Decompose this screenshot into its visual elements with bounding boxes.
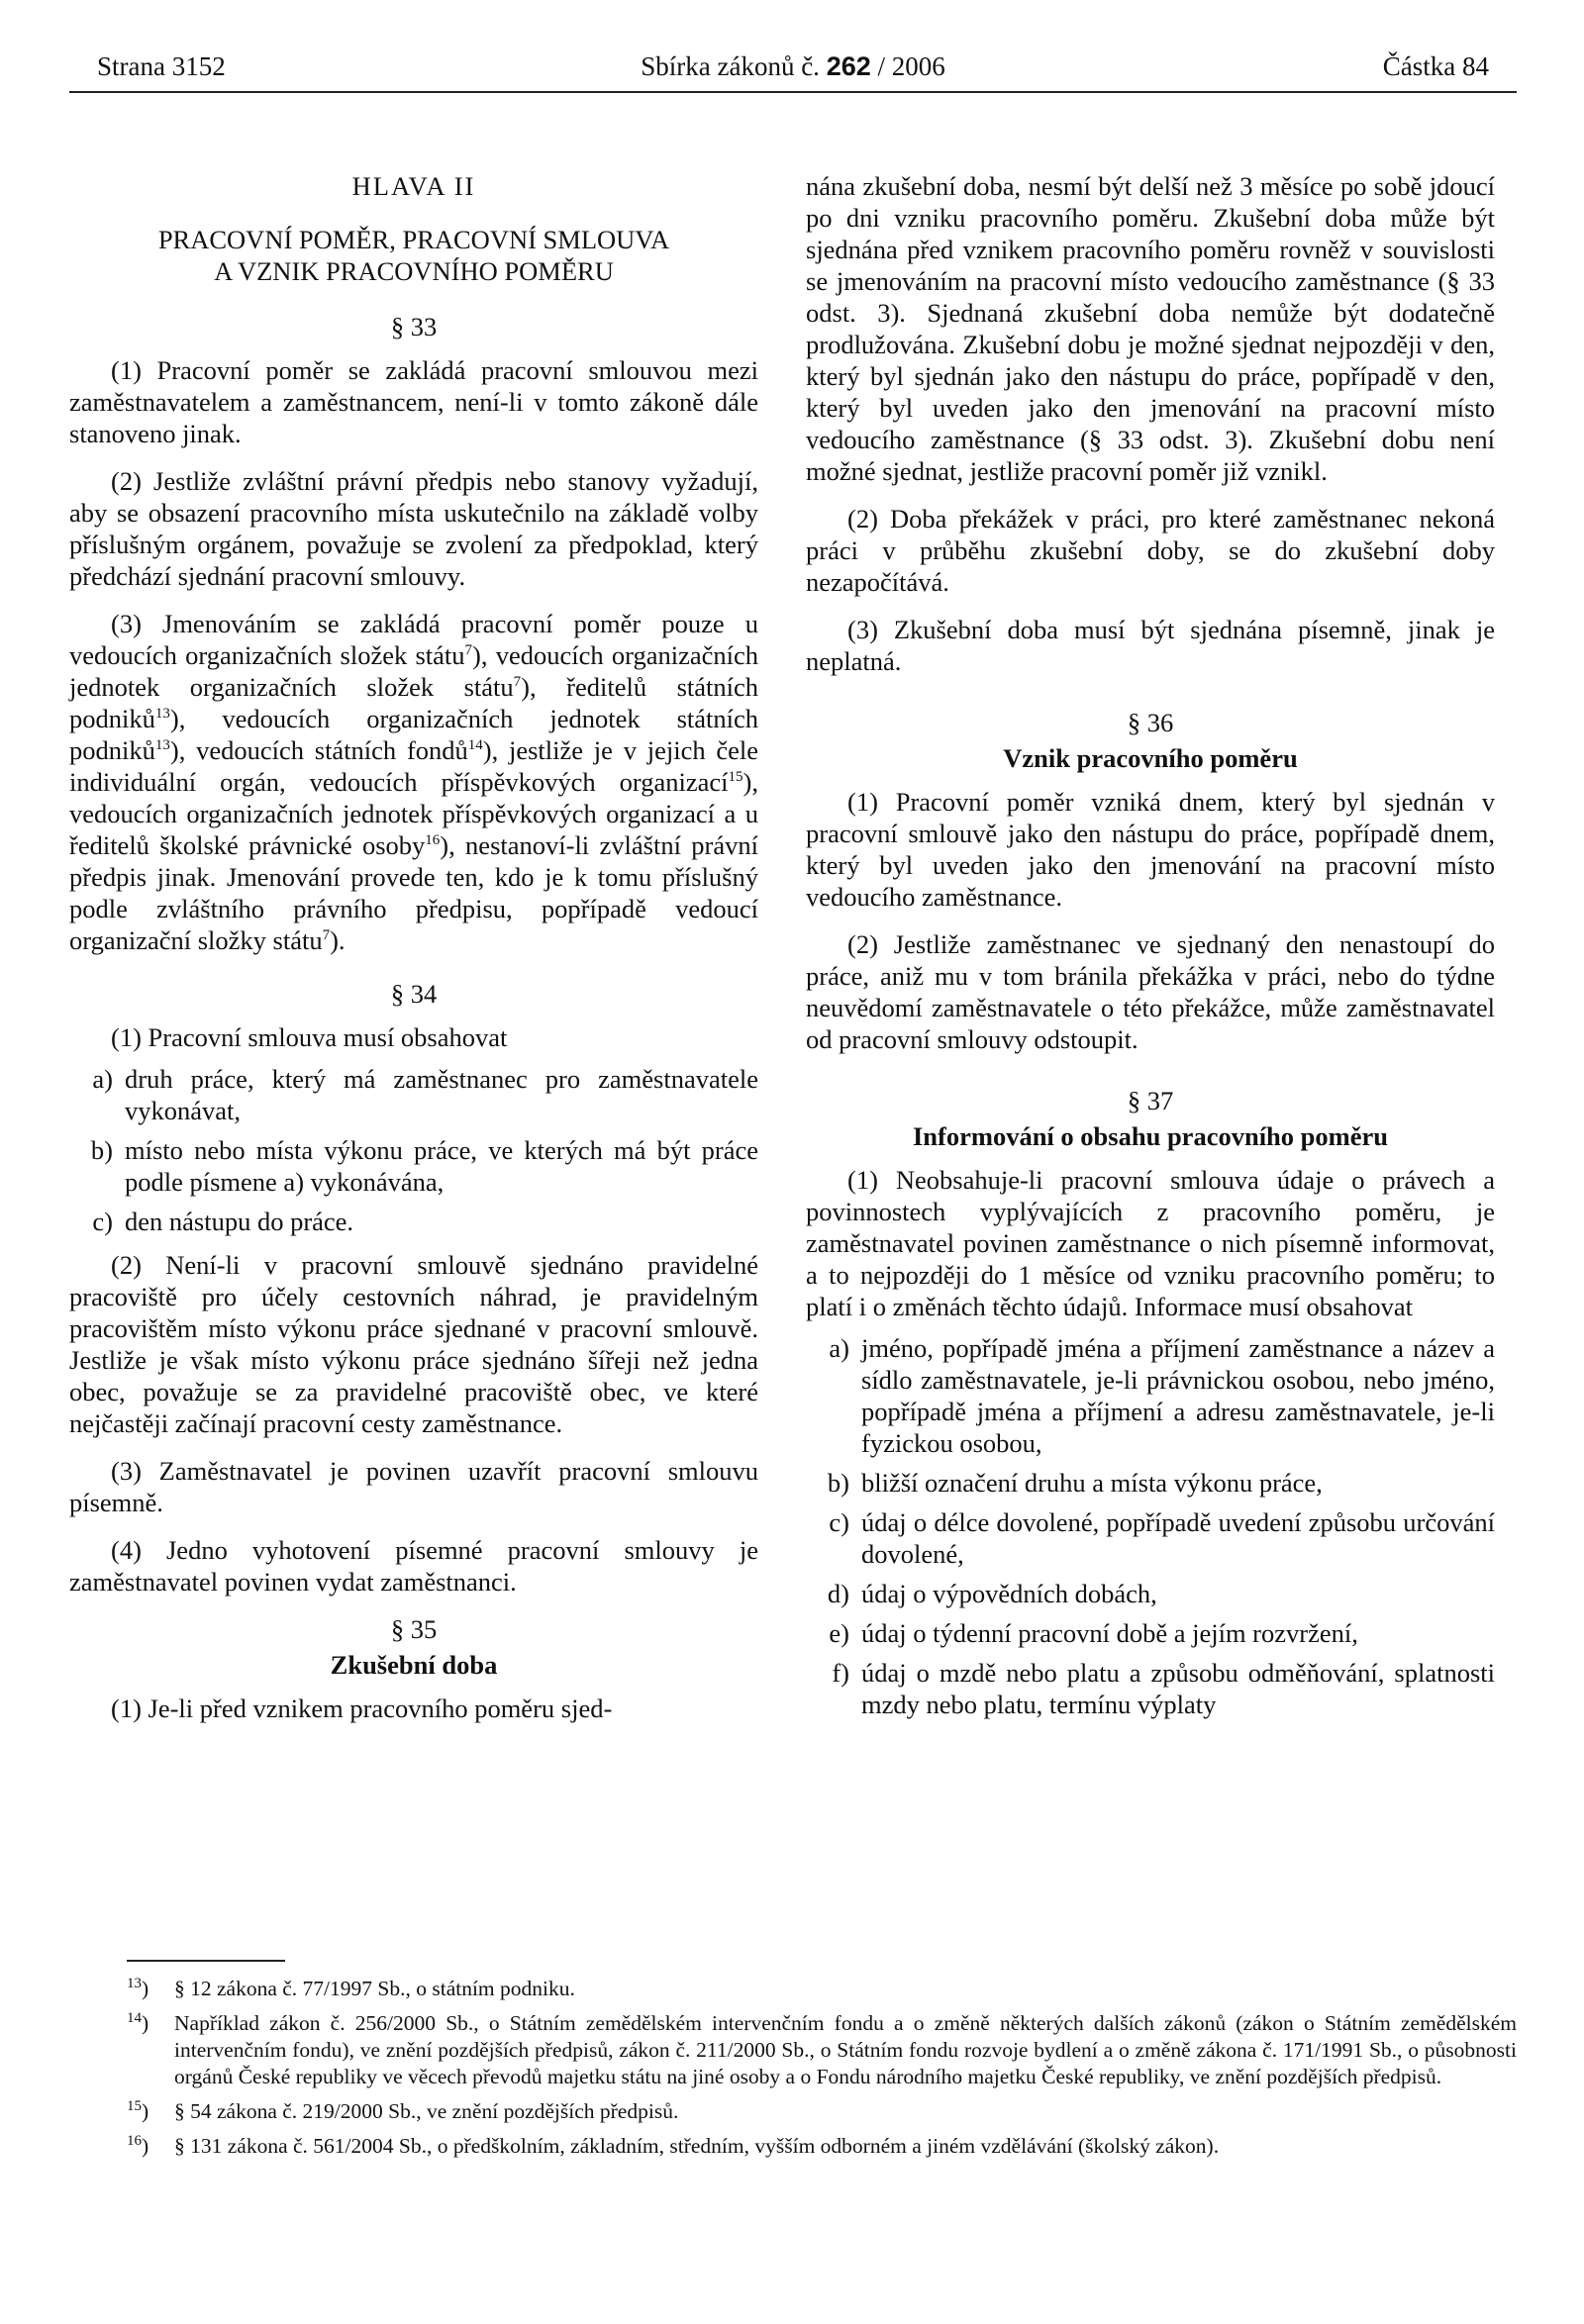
s36-paragraph-1: (1) Pracovní poměr vzniká dnem, který byl sjednán v pracovní smlouvě jako den nástupu do práce, popřípadě dnem, který byl uveden jako den jmenování na pracovní místo vedoucího zaměstnance. (806, 787, 1495, 912)
list-item: f) údaj o mzdě nebo platu a způsobu odměňování, splatnosti mzdy nebo platu, termínu výplaty (832, 1658, 1495, 1719)
section-36-title: Vznik pracovního poměru (1003, 743, 1298, 773)
section-35-heading: § 35 (390, 1614, 438, 1644)
section-33-heading: § 33 (390, 312, 438, 341)
list-item: a) jméno, popřípadě jména a příjmení zaměstnance a název a sídlo zaměstnavatele, je-li právnickou osobou, nebo jméno, popřípadě jména a příjmení a adresu zaměstnavatele, je-li fyzickou osobou, (829, 1333, 1495, 1458)
section-34-heading: § 34 (390, 979, 438, 1009)
footnote: $^{15}$) § 54 zákona č. 219/2000 Sb., ve znění pozdějších předpisů. (127, 2097, 679, 2123)
s34-paragraph-1: (1) Pracovní smlouva musí obsahovat (111, 1022, 508, 1052)
s34-paragraph-3: (3) Zaměstnavatel je povinen uzavřít pracovní smlouvu písemně. (69, 1456, 758, 1517)
list-item: e) údaj o týdenní pracovní době a jejím rozvržení, (829, 1618, 1358, 1648)
footnote: $^{16}$) § 131 zákona č. 561/2004 Sb., o předškolním, základním, středním, vyšším odborném a jiném vzdělávání (školský zákon). (127, 2132, 1220, 2158)
s35-paragraph-1-start: (1) Je-li před vznikem pracovního poměru sjed- (111, 1694, 613, 1723)
s33-paragraph-1: (1) Pracovní poměr se zakládá pracovní smlouvou mezi zaměstnavatelem a zaměstnancem, není-li v tomto zákoně dále stanoveno jinak. (69, 355, 758, 448)
s37-paragraph-1: (1) Neobsahuje-li pracovní smlouva údaje o právech a povinnostech vyplývajících z pracovního poměru, je zaměstnavatel povinen zaměstnance o nich písemně informovat, a to nejpozději do 1 měsíce od vzniku pracovního poměru; to platí i o změnách těchto údajů. Informace musí obsahovat (806, 1165, 1495, 1321)
s35-paragraph-1-continued: nána zkušební doba, nesmí být delší než 3 měsíce po sobě jdoucí po dni vzniku pracovního poměru. Zkušební doba může být sjednána před vznikem pracovního poměru rovněž v souvislosti se jmenováním na pracovní místo vedoucího zaměstnance (§ 33 odst. 3). Sjednaná zkušební doba nemůže být dodatečně prodlužována. Zkušební dobu je možné sjednat nejpozději v den, který byl sjednán jako den nástupu do práce, popřípadě v den, který byl uveden jako den jmenování na pracovní místo vedoucího zaměstnance (§ 33 odst. 3). Zkušební dobu není možné sjednat, jestliže pracovní poměr již vznikl. (806, 171, 1495, 486)
section-37-heading: § 37 (1127, 1086, 1174, 1115)
left-column (69, 170, 758, 1740)
page-header (69, 51, 1517, 93)
chapter-label: HLAVA II (351, 171, 476, 201)
s36-paragraph-2: (2) Jestliže zaměstnanec ve sjednaný den nenastoupí do práce, aniž mu v tom bránila překážka v práci, nebo do týdne neuvědomí zaměstnavatele o této překážce, může zaměstnavatel od pracovní smlouvy odstoupit. (806, 929, 1495, 1054)
s34-paragraph-4: (4) Jedno vyhotovení písemné pracovní smlouvy je zaměstnavatel povinen vydat zaměstnanci. (69, 1535, 758, 1597)
chapter-title: PRACOVNÍ POMĚR, PRACOVNÍ SMLOUVA A VZNIK PRACOVNÍHO POMĚRU (157, 225, 670, 286)
footnote: $^{13}$) § 12 zákona č. 77/1997 Sb., o státním podniku. (127, 1975, 575, 2000)
s34-paragraph-2: (2) Není-li v pracovní smlouvě sjednáno pravidelné pracoviště pro účely cestovních náhrad, je pravidelným pracovištěm místo výkonu práce sjednané v pracovní smlouvě. Jestliže je však místo výkonu práce sjednáno šířeji než jedna obec, považuje se za pravidelné pracoviště obec, ve které nejčastěji začínají pracovní cesty zaměstnance. (69, 1250, 758, 1438)
section-35-title: Zkušební doba (330, 1650, 498, 1680)
section-37-title: Informování o obsahu pracovního poměru (912, 1121, 1388, 1151)
right-column (806, 170, 1495, 1732)
s33-paragraph-3: (3) Jmenováním se zakládá pracovní poměr pouze u vedoucích organizačních složek státu$^7$), vedoucích organizačních jednotek organizačních složek státu$^7$), ředitelů státních podniků$^{13}$), vedoucích organizačních jednotek státních podniků$^{13}$), vedoucích státních fondů$^{14}$), jestliže je v jejich čele individuální orgán, vedoucích příspěvkových organizací$^{15}$), vedoucích organizačních jednotek příspěvkových organizací a u ředitelů školské právnické osoby$^{16}$), nestanoví-li zvláštní právní předpis jinak. Jmenování provede ten, kdo je k tomu příslušný podle zvláštního právního předpisu, popřípadě vedoucí organizační složky státu$^7$). (69, 609, 759, 955)
s35-paragraph-3: (3) Zkušební doba musí být sjednána písemně, jinak je neplatná. (806, 615, 1495, 676)
s34-list (69, 1063, 758, 1237)
footnote: $^{14}$) Například zákon č. 256/2000 Sb., o Státním zemědělském intervenčním fondu a o změně některých dalších zákonů (zákon o Státním zemědělském intervenčním fondu), ve znění pozdějších předpisů, zákon č. 211/2000 Sb., o Státním fondu rozvoje bydlení a o změně zákona č. 171/1991 Sb., o působnosti orgánů České republiky ve věcech převodů majetku státu na jiné osoby a o Fondu národního majetku České republiky, ve znění pozdějších předpisů. (127, 2009, 1517, 2088)
s37-list (806, 1332, 1495, 1720)
footnotes (127, 1976, 1517, 2168)
list-item: c) údaj o délce dovolené, popřípadě uvedení způsobu určování dovolené, (829, 1507, 1495, 1569)
list-item: d) údaj o výpovědních dobách, (827, 1579, 1157, 1608)
s35-paragraph-2: (2) Doba překážek v práci, pro které zaměstnanec nekoná práci v průběhu zkušební doby, se do zkušební doby nezapočítává. (806, 504, 1495, 597)
list-item: b) místo nebo místa výkonu práce, ve kterých má být práce podle písmene a) vykonávána, (90, 1135, 758, 1197)
page-number: Strana 3152 (97, 51, 226, 81)
s33-paragraph-2: (2) Jestliže zvláštní právní předpis nebo stanovy vyžadují, aby se obsazení pracovního místa uskutečnilo na základě volby příslušným orgánem, považuje se zvolení za předpoklad, který předchází sjednání pracovní smlouvy. (69, 466, 758, 591)
list-item: b) bližší označení druhu a místa výkonu práce, (827, 1468, 1323, 1498)
collection-title: Sbírka zákonů č. 262 / 2006 (641, 51, 945, 81)
collection-number: 262 (826, 51, 871, 81)
list-item: a) druh práce, který má zaměstnanec pro zaměstnavatele vykonávat, (92, 1064, 758, 1125)
list-item: c) den nástupu do práce. (92, 1207, 354, 1236)
part-number: Částka 84 (1382, 51, 1489, 81)
section-36-heading: § 36 (1127, 708, 1174, 737)
footnote-divider (127, 1960, 285, 1962)
